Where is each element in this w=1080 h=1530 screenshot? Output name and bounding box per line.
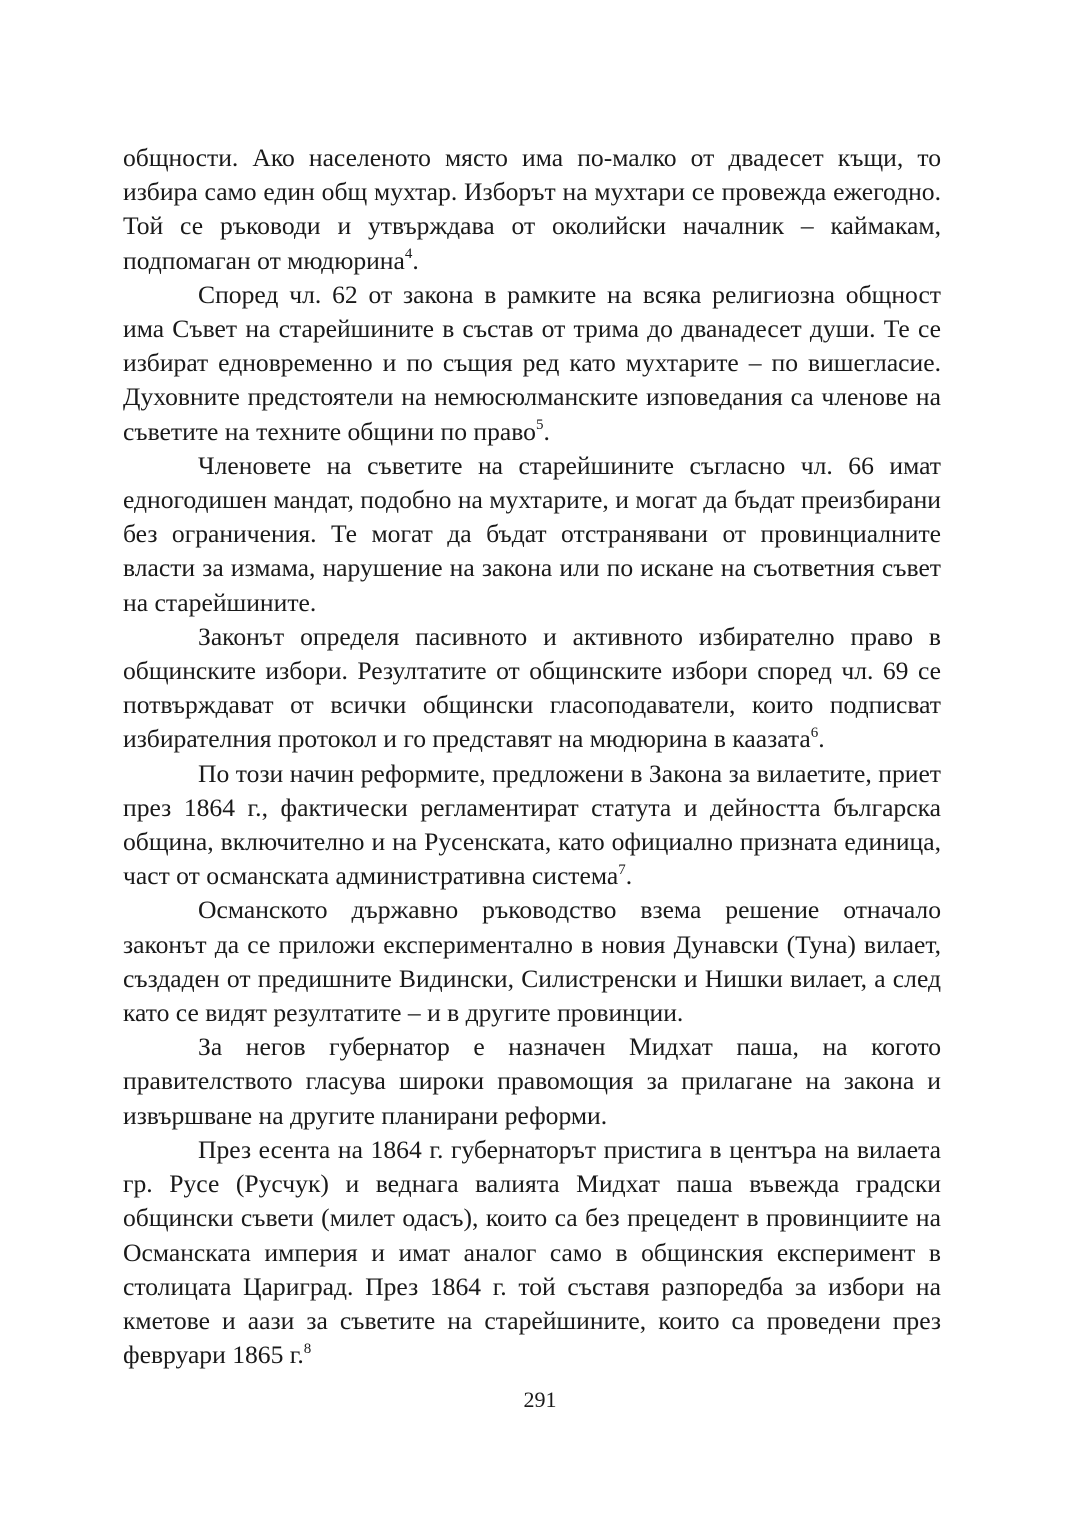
paragraph-text: Членовете на съветите на старейшините съгласно чл. 66 имат едногодишен мандат, подобно на мухтарите, и могат да бъдат преизбирани без ограничения. Те могат да бъдат отстранявани от провинциалните власти за измама, нарушение на закона или по искане на съответния съвет на старейшините.: [123, 450, 941, 617]
paragraph-text: Според чл. 62 от закона в рамките на всяка религиозна общност има Съвет на старейшините в състав от трима до дванадесет души. Те се избират едновременно и по същия ред като мухтарите – по вишегласие. Духовните предстоятели на немюсюлманските изповедания са членове на съветите на техните общини по право: [123, 279, 941, 446]
page-number: 291: [523, 1387, 557, 1412]
paragraph-tail: .: [625, 861, 633, 891]
paragraph-2: [123, 278, 941, 449]
paragraph-4: [123, 620, 941, 757]
paragraph-8: [123, 1133, 941, 1372]
paragraph-text: През есента на 1864 г. губернаторът пристига в центъра на вилаета гр. Русе (Русчук) и веднага валията Мидхат паша въвежда градски общински съвети (милет одасъ), които са без прецедент в провинциите на Османската империя и имат аналог само в общинския експеримент в столицата Цариград. През 1864 г. той съставя разпоредба за избори на кметове и аази за съветите на старейшините, които са проведени през февруари 1865 г.: [123, 1134, 941, 1370]
footnote-ref[interactable]: 4: [404, 246, 413, 263]
paragraph-text: Законът определя пасивното и активното избирателно право в общинските избори. Резултатите от общинските избори според чл. 69 се потвърждават от всички общински гласоподаватели, които подписват избирателния протокол и го представят на мюдюрина в каазата: [123, 621, 941, 754]
paragraph-tail: .: [543, 416, 550, 446]
paragraph-text: Османското държавно ръководство взема решение отначало законът да се приложи експериментално в новия Дунавски (Туна) вилает, създаден от предишните Видински, Силистренски и Нишки вилает, а след като се видят резултатите – и в другите провинции.: [123, 895, 941, 1028]
paragraph-5: [123, 757, 941, 894]
paragraph-text: общности. Ако населеното място има по-малко от двадесет къщи, то избира само един общ мухтар. Изборът на мухтари се провежда ежегодно. Той се ръководи и утвърждава от околийски началник – каймакам, подпомаган от мюдюрина: [123, 143, 941, 275]
paragraph-6: [123, 893, 941, 1030]
footnote-ref[interactable]: 6: [810, 724, 819, 741]
paragraph-1: [123, 141, 941, 278]
page-body: [123, 141, 941, 1372]
footnote-ref[interactable]: 5: [535, 417, 544, 434]
paragraph-tail: .: [818, 724, 825, 754]
paragraph-7: [123, 1030, 941, 1133]
paragraph-text: По този начин реформите, предложени в Закона за вилаетите, приет през 1864 г., фактически регламентират статута и дейността българска община, включително и на Русенската, като официално призната единица, част от османската административна система: [123, 758, 941, 891]
paragraph-3: [123, 449, 941, 620]
paragraph-text: За негов губернатор е назначен Мидхат паша, на когото правителството гласува широки правомощия за прилагане на закона и извършване на другите планирани реформи.: [123, 1032, 941, 1130]
footnote-ref[interactable]: 7: [618, 861, 626, 878]
paragraph-tail: .: [412, 245, 419, 275]
footnote-ref[interactable]: 8: [303, 1340, 312, 1357]
